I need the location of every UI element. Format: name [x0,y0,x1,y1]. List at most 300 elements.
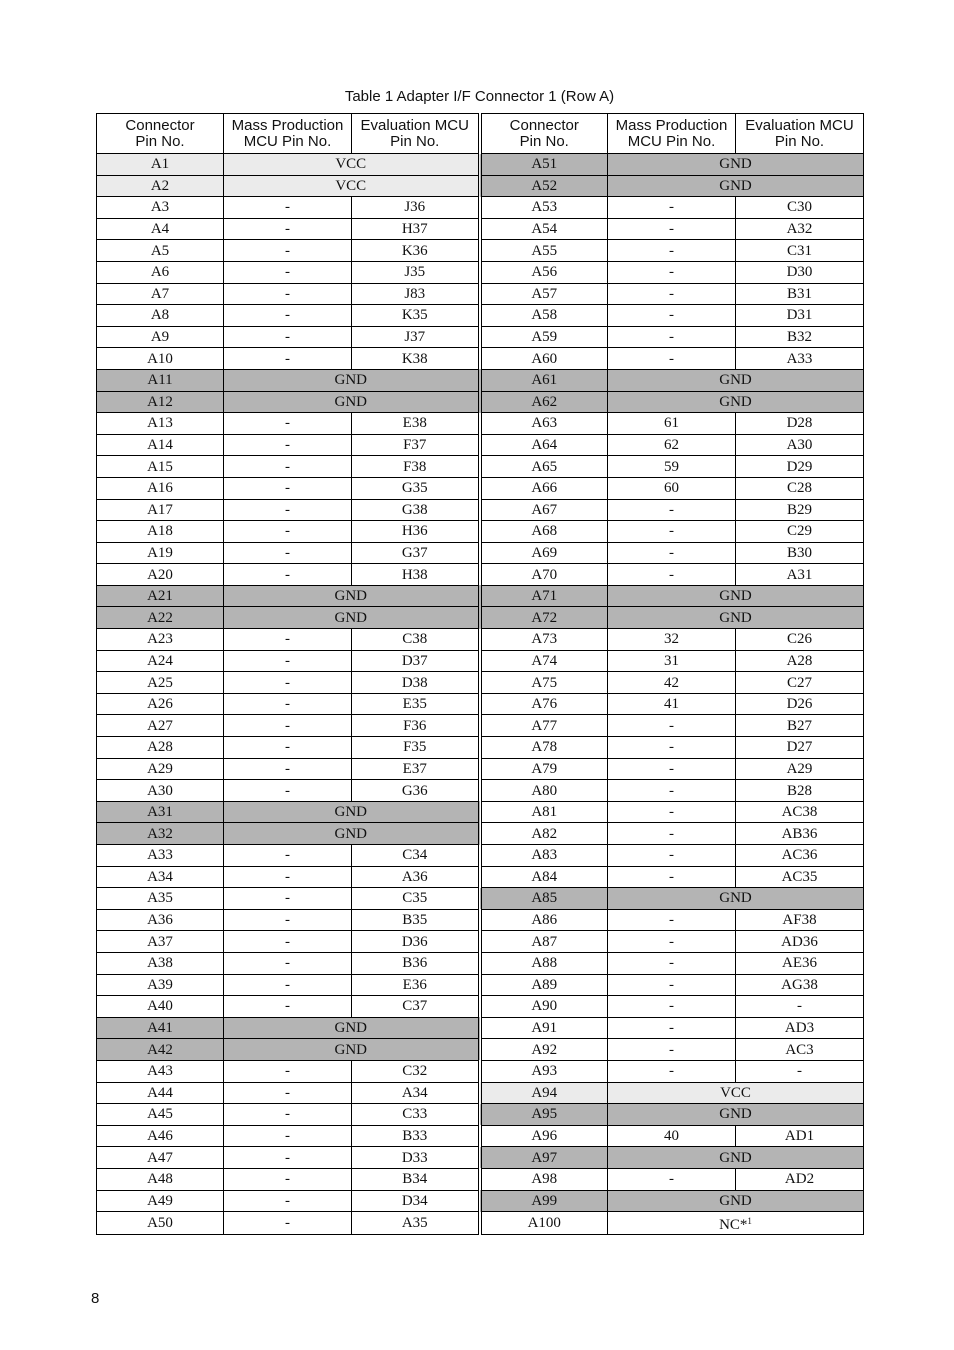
mass-production-pin-cell: - [224,261,352,283]
pin-assignment-cell: VCC [608,1082,864,1104]
mass-production-pin-cell: - [608,218,736,240]
table-row [97,261,864,283]
table-row [97,369,864,391]
connector-pin-cell: A24 [97,650,224,672]
evaluation-pin-cell: B29 [736,499,864,521]
mass-production-pin-cell: - [224,866,352,888]
table-row [97,996,864,1018]
connector-pin-cell: A33 [97,845,224,867]
pin-assignment-cell: GND [608,1190,864,1212]
table-header-row [97,114,864,154]
connector-pin-cell: A68 [480,521,608,543]
mass-production-pin-cell: - [608,758,736,780]
evaluation-pin-cell: D37 [352,650,480,672]
mass-production-pin-cell: - [224,952,352,974]
connector-pin-cell: A39 [97,974,224,996]
connector-pin-cell: A84 [480,866,608,888]
mass-production-pin-cell: - [608,499,736,521]
connector-pin-cell: A81 [480,801,608,823]
table-row [97,434,864,456]
mass-production-pin-cell: 40 [608,1125,736,1147]
mass-production-pin-cell: - [224,1147,352,1169]
pin-assignment-cell: GND [224,1039,480,1061]
connector-pin-cell: A58 [480,305,608,327]
connector-pin-cell: A15 [97,456,224,478]
connector-pin-cell: A78 [480,737,608,759]
connector-pin-cell: A8 [97,305,224,327]
connector-pin-cell: A36 [97,909,224,931]
evaluation-pin-cell: B33 [352,1125,480,1147]
mass-production-pin-cell: - [608,521,736,543]
mass-production-pin-cell: - [608,845,736,867]
table-row [97,542,864,564]
connector-pin-cell: A75 [480,672,608,694]
connector-pin-table [96,113,864,1235]
evaluation-pin-cell: D36 [352,931,480,953]
mass-production-pin-cell: - [224,693,352,715]
evaluation-pin-cell: C30 [736,197,864,219]
evaluation-pin-cell: C38 [352,629,480,651]
mass-production-pin-cell: - [608,348,736,370]
mass-production-pin-cell: - [224,218,352,240]
connector-pin-cell: A62 [480,391,608,413]
mass-production-pin-cell: 61 [608,413,736,435]
connector-pin-cell: A56 [480,261,608,283]
connector-pin-cell: A3 [97,197,224,219]
connector-pin-cell: A92 [480,1039,608,1061]
table-row [97,888,864,910]
connector-pin-cell: A77 [480,715,608,737]
pin-assignment-cell: GND [224,607,480,629]
mass-production-pin-cell: - [224,1082,352,1104]
mass-production-pin-cell: - [224,737,352,759]
page-number: 8 [91,1290,100,1307]
connector-pin-cell: A98 [480,1168,608,1190]
evaluation-pin-cell: E37 [352,758,480,780]
evaluation-pin-cell: - [736,996,864,1018]
mass-production-pin-cell: 42 [608,672,736,694]
evaluation-pin-cell: AC38 [736,801,864,823]
evaluation-pin-cell: B32 [736,326,864,348]
evaluation-pin-cell: A31 [736,564,864,586]
evaluation-pin-cell: H36 [352,521,480,543]
evaluation-pin-cell: A28 [736,650,864,672]
table-row [97,974,864,996]
footnote-marker: 1 [747,1216,752,1227]
evaluation-pin-cell: AC3 [736,1039,864,1061]
evaluation-pin-cell: G35 [352,477,480,499]
table-row [97,499,864,521]
connector-pin-cell: A100 [480,1212,608,1235]
nc-label: NC* [719,1217,748,1234]
mass-production-pin-cell: - [224,1125,352,1147]
mass-production-pin-cell: - [224,888,352,910]
connector-pin-cell: A80 [480,780,608,802]
pin-assignment-cell: GND [224,801,480,823]
evaluation-pin-cell: G36 [352,780,480,802]
connector-pin-cell: A42 [97,1039,224,1061]
connector-pin-cell: A51 [480,154,608,176]
connector-pin-cell: A99 [480,1190,608,1212]
evaluation-pin-cell: C28 [736,477,864,499]
table-row [97,845,864,867]
mass-production-pin-cell: - [224,240,352,262]
mass-production-pin-cell: - [224,305,352,327]
evaluation-pin-cell: J36 [352,197,480,219]
connector-pin-cell: A93 [480,1060,608,1082]
mass-production-pin-cell: - [224,197,352,219]
evaluation-pin-cell: H38 [352,564,480,586]
connector-pin-cell: A41 [97,1017,224,1039]
evaluation-pin-cell: A35 [352,1212,480,1235]
connector-pin-cell: A88 [480,952,608,974]
connector-pin-cell: A65 [480,456,608,478]
connector-pin-cell: A47 [97,1147,224,1169]
table-row [97,154,864,176]
table-row [97,1147,864,1169]
connector-pin-cell: A70 [480,564,608,586]
connector-pin-cell: A1 [97,154,224,176]
mass-production-pin-cell: - [608,909,736,931]
evaluation-pin-cell: AF38 [736,909,864,931]
evaluation-pin-cell: AD3 [736,1017,864,1039]
connector-pin-cell: A49 [97,1190,224,1212]
connector-pin-cell: A6 [97,261,224,283]
mass-production-pin-cell: - [608,974,736,996]
pin-assignment-cell: GND [224,369,480,391]
pin-assignment-cell: GND [224,391,480,413]
evaluation-pin-cell: A30 [736,434,864,456]
connector-pin-cell: A37 [97,931,224,953]
mass-production-pin-cell: - [608,240,736,262]
connector-pin-cell: A20 [97,564,224,586]
connector-pin-cell: A46 [97,1125,224,1147]
connector-pin-cell: A44 [97,1082,224,1104]
mass-production-pin-cell: - [224,758,352,780]
evaluation-pin-cell: A34 [352,1082,480,1104]
pin-assignment-cell: GND [608,1147,864,1169]
mass-production-pin-cell: - [224,542,352,564]
evaluation-pin-cell: J35 [352,261,480,283]
table-row [97,1017,864,1039]
evaluation-pin-cell: H37 [352,218,480,240]
connector-pin-cell: A82 [480,823,608,845]
connector-pin-cell: A2 [97,175,224,197]
evaluation-pin-cell: G37 [352,542,480,564]
evaluation-pin-cell: AC35 [736,866,864,888]
evaluation-pin-cell: J83 [352,283,480,305]
mass-production-pin-cell: - [608,931,736,953]
connector-pin-cell: A34 [97,866,224,888]
mass-production-pin-cell: - [224,996,352,1018]
pin-assignment-cell: GND [608,369,864,391]
evaluation-pin-cell: F37 [352,434,480,456]
connector-pin-cell: A7 [97,283,224,305]
evaluation-pin-cell: E38 [352,413,480,435]
evaluation-pin-cell: F38 [352,456,480,478]
mass-production-pin-cell: - [608,801,736,823]
table-row [97,1082,864,1104]
connector-pin-cell: A89 [480,974,608,996]
evaluation-pin-cell: B35 [352,909,480,931]
connector-pin-cell: A17 [97,499,224,521]
mass-production-pin-cell: - [608,326,736,348]
mass-production-pin-cell: - [608,564,736,586]
connector-pin-cell: A35 [97,888,224,910]
evaluation-pin-cell: A29 [736,758,864,780]
evaluation-pin-cell: D34 [352,1190,480,1212]
evaluation-pin-cell: - [736,1060,864,1082]
evaluation-pin-cell: C34 [352,845,480,867]
connector-pin-cell: A13 [97,413,224,435]
mass-production-pin-cell: - [224,283,352,305]
pin-assignment-cell: GND [608,607,864,629]
mass-production-pin-cell: - [224,780,352,802]
pin-assignment-cell: GND [608,154,864,176]
evaluation-pin-cell: C27 [736,672,864,694]
connector-pin-cell: A52 [480,175,608,197]
mass-production-pin-cell: - [224,845,352,867]
evaluation-pin-cell: J37 [352,326,480,348]
mass-production-pin-cell: - [608,1060,736,1082]
connector-pin-cell: A60 [480,348,608,370]
connector-pin-cell: A5 [97,240,224,262]
table-row [97,1104,864,1126]
pin-assignment-cell: GND [224,1017,480,1039]
evaluation-pin-cell: C33 [352,1104,480,1126]
connector-pin-cell: A66 [480,477,608,499]
table-row [97,1125,864,1147]
evaluation-pin-cell: AD36 [736,931,864,953]
mass-production-pin-cell: - [224,1190,352,1212]
pin-assignment-cell: GND [608,175,864,197]
connector-pin-cell: A85 [480,888,608,910]
pin-assignment-cell: VCC [224,154,480,176]
mass-production-pin-cell: - [224,1212,352,1235]
mass-production-pin-cell: - [608,737,736,759]
table-row [97,1168,864,1190]
mass-production-pin-cell: - [608,261,736,283]
connector-pin-cell: A32 [97,823,224,845]
evaluation-pin-cell: D28 [736,413,864,435]
pin-assignment-cell: GND [608,888,864,910]
mass-production-pin-cell: - [224,1060,352,1082]
connector-pin-cell: A18 [97,521,224,543]
evaluation-pin-cell: C35 [352,888,480,910]
table-row [97,585,864,607]
connector-pin-cell: A64 [480,434,608,456]
connector-pin-cell: A38 [97,952,224,974]
evaluation-pin-cell: D31 [736,305,864,327]
table-row [97,283,864,305]
header-mass-production-pin: Mass Production MCU Pin No. [608,114,736,154]
mass-production-pin-cell: - [608,952,736,974]
mass-production-pin-cell: - [224,477,352,499]
evaluation-pin-cell: D33 [352,1147,480,1169]
connector-pin-cell: A83 [480,845,608,867]
evaluation-pin-cell: A33 [736,348,864,370]
header-mass-production-pin: Mass Production MCU Pin No. [224,114,352,154]
connector-pin-cell: A16 [97,477,224,499]
evaluation-pin-cell: B36 [352,952,480,974]
table-row [97,801,864,823]
mass-production-pin-cell: - [608,1168,736,1190]
table-body [97,154,864,1235]
mass-production-pin-cell: - [608,866,736,888]
connector-pin-cell: A87 [480,931,608,953]
table-row [97,758,864,780]
evaluation-pin-cell: C32 [352,1060,480,1082]
connector-pin-cell: A27 [97,715,224,737]
mass-production-pin-cell: - [224,499,352,521]
connector-pin-cell: A50 [97,1212,224,1235]
mass-production-pin-cell: - [224,974,352,996]
mass-production-pin-cell: - [608,780,736,802]
mass-production-pin-cell: - [224,931,352,953]
evaluation-pin-cell: B28 [736,780,864,802]
connector-pin-cell: A59 [480,326,608,348]
mass-production-pin-cell: - [608,305,736,327]
evaluation-pin-cell: C29 [736,521,864,543]
evaluation-pin-cell: A36 [352,866,480,888]
connector-pin-cell: A76 [480,693,608,715]
mass-production-pin-cell: - [224,1168,352,1190]
table-row [97,1212,864,1235]
mass-production-pin-cell: - [224,326,352,348]
connector-pin-cell: A9 [97,326,224,348]
connector-pin-cell: A53 [480,197,608,219]
connector-pin-cell: A57 [480,283,608,305]
connector-pin-cell: A43 [97,1060,224,1082]
connector-pin-cell: A86 [480,909,608,931]
connector-pin-cell: A40 [97,996,224,1018]
connector-pin-cell: A25 [97,672,224,694]
connector-pin-cell: A54 [480,218,608,240]
table-row [97,391,864,413]
table-row [97,780,864,802]
pin-assignment-cell [608,1212,864,1235]
mass-production-pin-cell: 32 [608,629,736,651]
mass-production-pin-cell: - [608,283,736,305]
table-caption: Table 1 Adapter I/F Connector 1 (Row A) [344,88,615,105]
pin-assignment-cell: GND [608,585,864,607]
mass-production-pin-cell: - [224,348,352,370]
mass-production-pin-cell: - [224,1104,352,1126]
connector-pin-cell: A90 [480,996,608,1018]
connector-pin-cell: A73 [480,629,608,651]
connector-pin-cell: A45 [97,1104,224,1126]
header-connector-pin: Connector Pin No. [97,114,224,154]
evaluation-pin-cell: B34 [352,1168,480,1190]
connector-pin-cell: A22 [97,607,224,629]
table-row [97,607,864,629]
mass-production-pin-cell: - [608,197,736,219]
evaluation-pin-cell: C26 [736,629,864,651]
mass-production-pin-cell: 31 [608,650,736,672]
mass-production-pin-cell: - [224,434,352,456]
mass-production-pin-cell: 62 [608,434,736,456]
connector-pin-cell: A28 [97,737,224,759]
table-row [97,715,864,737]
table-row [97,564,864,586]
evaluation-pin-cell: C31 [736,240,864,262]
evaluation-pin-cell: G38 [352,499,480,521]
evaluation-pin-cell: F35 [352,737,480,759]
evaluation-pin-cell: AG38 [736,974,864,996]
mass-production-pin-cell: - [608,715,736,737]
table-row [97,456,864,478]
mass-production-pin-cell: - [224,672,352,694]
pin-assignment-cell: GND [224,823,480,845]
evaluation-pin-cell: B31 [736,283,864,305]
table-row [97,650,864,672]
table-row [97,1039,864,1061]
connector-pin-cell: A69 [480,542,608,564]
evaluation-pin-cell: A32 [736,218,864,240]
connector-pin-cell: A11 [97,369,224,391]
evaluation-pin-cell: AD1 [736,1125,864,1147]
evaluation-pin-cell: AE36 [736,952,864,974]
evaluation-pin-cell: D27 [736,737,864,759]
evaluation-pin-cell: E35 [352,693,480,715]
connector-pin-cell: A48 [97,1168,224,1190]
mass-production-pin-cell: - [608,542,736,564]
connector-pin-cell: A91 [480,1017,608,1039]
connector-pin-cell: A4 [97,218,224,240]
table-row [97,1190,864,1212]
connector-pin-cell: A72 [480,607,608,629]
mass-production-pin-cell: - [608,1017,736,1039]
evaluation-pin-cell: D38 [352,672,480,694]
pin-assignment-cell: GND [608,391,864,413]
connector-pin-cell: A63 [480,413,608,435]
table-row [97,477,864,499]
table-row [97,672,864,694]
table-row [97,931,864,953]
table-row [97,629,864,651]
table-row [97,197,864,219]
evaluation-pin-cell: B30 [736,542,864,564]
connector-pin-cell: A55 [480,240,608,262]
pin-assignment-cell: GND [224,585,480,607]
connector-pin-cell: A30 [97,780,224,802]
table-row [97,305,864,327]
evaluation-pin-cell: C37 [352,996,480,1018]
connector-pin-cell: A21 [97,585,224,607]
evaluation-pin-cell: AD2 [736,1168,864,1190]
table-row [97,1060,864,1082]
mass-production-pin-cell: - [224,629,352,651]
mass-production-pin-cell: - [608,996,736,1018]
connector-pin-cell: A74 [480,650,608,672]
connector-pin-cell: A61 [480,369,608,391]
header-evaluation-pin: Evaluation MCU Pin No. [736,114,864,154]
mass-production-pin-cell: 41 [608,693,736,715]
mass-production-pin-cell: - [224,521,352,543]
header-evaluation-pin: Evaluation MCU Pin No. [352,114,480,154]
table-row [97,866,864,888]
mass-production-pin-cell: - [224,650,352,672]
connector-pin-cell: A67 [480,499,608,521]
evaluation-pin-cell: K35 [352,305,480,327]
evaluation-pin-cell: F36 [352,715,480,737]
evaluation-pin-cell: D26 [736,693,864,715]
connector-pin-cell: A10 [97,348,224,370]
evaluation-pin-cell: E36 [352,974,480,996]
connector-pin-cell: A31 [97,801,224,823]
table-row [97,175,864,197]
evaluation-pin-cell: K38 [352,348,480,370]
